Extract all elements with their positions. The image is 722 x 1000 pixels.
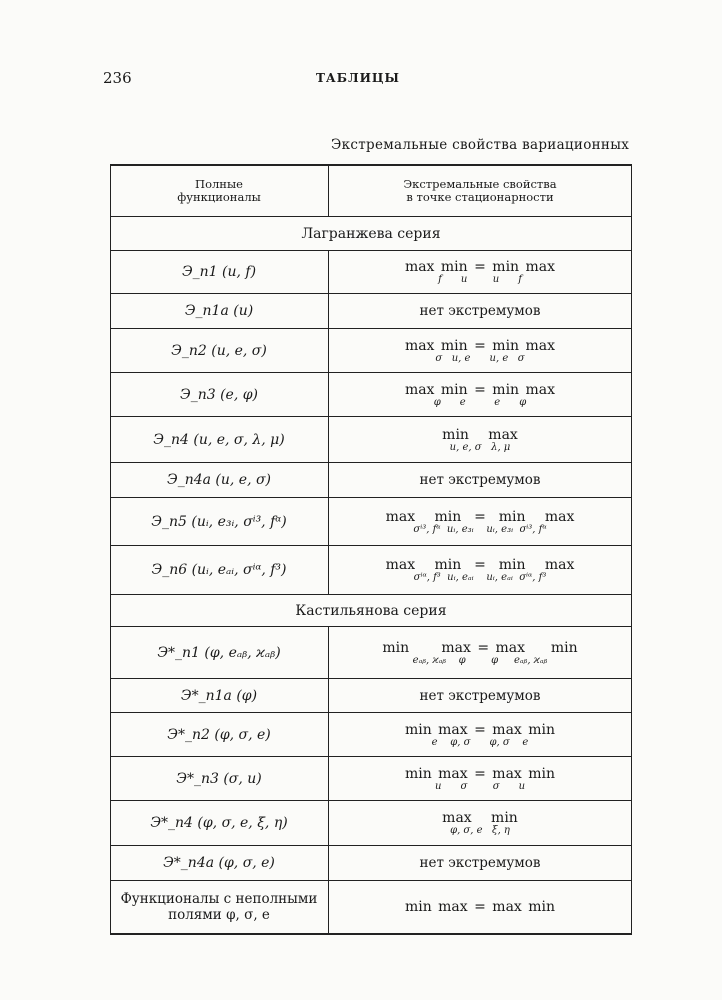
table-row [110, 498, 632, 545]
table-row [110, 801, 632, 845]
extremal-subscripts: e φ, σ φ, σ e [431, 736, 529, 748]
extremal-expression: нет экстремумов [419, 855, 541, 871]
extremal-expression: max min = min max [404, 337, 556, 354]
section-castigliano: Кастильянова серия [295, 602, 447, 619]
functional-label: Э*_п1а (φ) [180, 687, 258, 704]
functional-label: Э_п6 (uᵢ, eₐᵢ, σⁱᵅ, f³) [151, 562, 287, 578]
table-row [110, 881, 632, 933]
extremal-subscripts: σⁱᵅ, f³ uᵢ, eₐᵢ uᵢ, eₐᵢ σⁱᵅ, f³ [413, 572, 547, 583]
extremal-expression: max min = min max [404, 381, 556, 398]
table-row [110, 329, 632, 372]
functional-label: Э_п1а (u) [184, 303, 254, 319]
table-row [110, 846, 632, 880]
table-bottom-rule [110, 933, 632, 935]
functional-label: Э_п1 (u, f) [181, 264, 257, 280]
extremal-expression: нет экстремумов [419, 303, 541, 319]
extremal-expression: min max [442, 426, 518, 443]
functional-label: Э_п3 (e, φ) [180, 386, 258, 403]
header-col-functionals: Полные функционалы [177, 176, 261, 204]
extremal-subscripts: eₐᵦ, ϰₐᵦ φ φ eₐᵦ, ϰₐᵦ [412, 654, 548, 666]
table-row [110, 463, 632, 497]
table-row [110, 757, 632, 800]
table-row [110, 679, 632, 712]
functional-label: Э_п5 (uᵢ, e₃ᵢ, σⁱ³, fᵅ) [151, 513, 287, 530]
functional-label: Э*_п1 (φ, eₐᵦ, ϰₐᵦ) [157, 644, 281, 661]
table-caption: Экстремальные свойства вариационных [331, 137, 630, 153]
functional-label: Э_п2 (u, e, σ) [171, 342, 267, 359]
functional-label: Э*_п4а (φ, σ, e) [163, 855, 275, 871]
table-row [110, 713, 632, 756]
table-header [110, 165, 632, 216]
table-row [110, 251, 632, 293]
extremal-expression: min max = max min [404, 899, 556, 915]
header-col-extremal-properties: Экстремальные свойства в точке стационарности [403, 176, 557, 204]
functional-label: Э*_п3 (σ, u) [176, 770, 262, 787]
extremal-subscripts: σⁱ³, fᵅ uᵢ, e₃ᵢ uᵢ, e₃ᵢ σⁱ³, fᵅ [413, 523, 547, 535]
table-row [110, 294, 632, 328]
extremal-subscripts: u σ σ u [434, 780, 526, 792]
extremal-subscripts: φ, σ, e ξ, η [450, 825, 510, 836]
table-row [110, 417, 632, 462]
page-number: 236 [103, 69, 132, 87]
extremal-expression: min max = max min [404, 765, 556, 782]
extremal-subscripts: f u u f [438, 274, 522, 285]
extremal-expression: min max = max min [404, 721, 556, 738]
extremal-expression: max min = min max [385, 557, 575, 573]
section-lagrange: Лагранжева серия [301, 225, 441, 242]
functional-label: Э_п4а (u, e, σ) [166, 472, 271, 488]
extremal-subscripts: φ e e φ [433, 396, 527, 408]
extremal-subscripts: σ u, e u, e σ [435, 352, 525, 364]
extremal-expression: нет экстремумов [419, 472, 541, 488]
extremal-expression: min max = max min [382, 639, 578, 656]
table-row [110, 373, 632, 416]
extremal-expression: нет экстремумов [419, 687, 541, 704]
functional-label: Э_п4 (u, e, σ, λ, μ) [153, 431, 285, 448]
running-head: ТАБЛИЦЫ [316, 71, 400, 85]
functional-label: Э*_п4 (φ, σ, e, ξ, η) [150, 815, 288, 831]
functional-label: Э*_п2 (φ, σ, e) [167, 726, 271, 743]
extremal-expression: max min = min max [385, 508, 575, 525]
extremal-expression: max min [442, 810, 518, 826]
table-row [110, 546, 632, 594]
functional-label: Функционалы с неполными полями φ, σ, e [120, 891, 318, 923]
table-row [110, 627, 632, 678]
extremal-expression: max min = min max [404, 259, 556, 275]
extremal-subscripts: u, e, σ λ, μ [449, 441, 511, 453]
